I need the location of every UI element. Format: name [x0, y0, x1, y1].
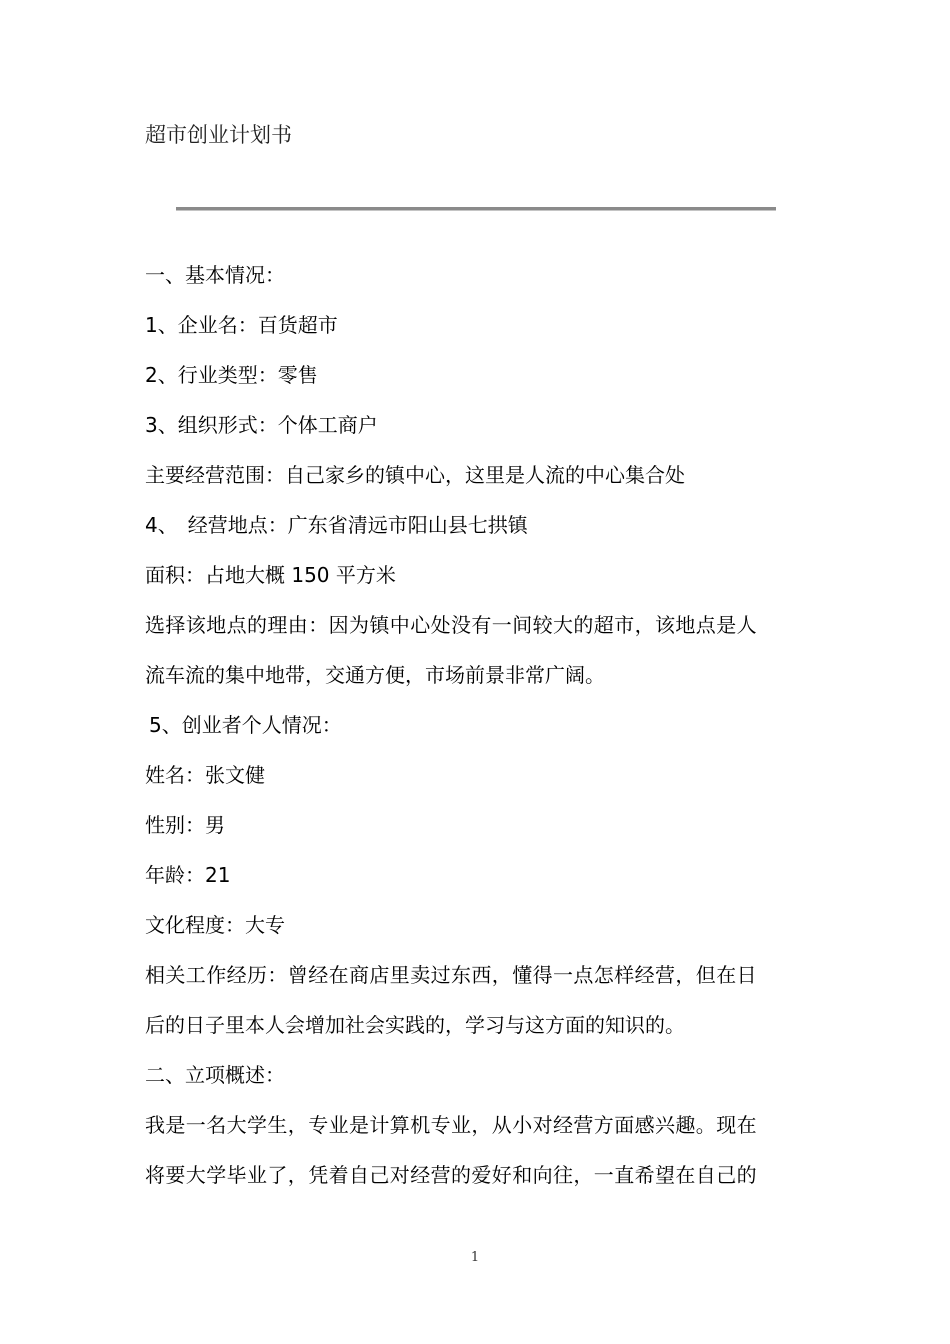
founder-info-heading: 5、创业者个人情况：	[149, 713, 342, 737]
document-body	[145, 260, 810, 1210]
project-overview-line-2: 将要大学毕业了，凭着自己对经营的爱好和向往，一直希望在自己的	[145, 1163, 757, 1187]
page-number: 1	[470, 1250, 480, 1265]
location-reason-line-2: 流车流的集中地带，交通方便，市场前景非常广阔。	[145, 663, 605, 687]
business-location-line: 4、 经营地点：广东省清远市阳山县七拱镇	[145, 513, 528, 537]
section-heading-basic-info: 一、基本情况：	[145, 263, 285, 287]
business-scope-line: 主要经营范围：自己家乡的镇中心，这里是人流的中心集合处	[145, 463, 685, 487]
industry-type-line: 2、行业类型：零售	[145, 363, 318, 387]
area-line: 面积：占地大概 150 平方米	[145, 563, 396, 587]
title-divider	[176, 207, 776, 211]
founder-age-line: 年龄：21	[145, 863, 231, 887]
document-title: 超市创业计划书	[145, 123, 292, 147]
enterprise-name-line: 1、企业名：百货超市	[145, 313, 338, 337]
organization-form-line: 3、组织形式：个体工商户	[145, 413, 378, 437]
project-overview-line-1: 我是一名大学生，专业是计算机专业，从小对经营方面感兴趣。现在	[145, 1113, 757, 1137]
education-level-line: 文化程度：大专	[145, 913, 285, 937]
founder-name-line: 姓名：张文健	[145, 763, 265, 787]
section-heading-project-overview: 二、立项概述：	[145, 1063, 285, 1087]
work-experience-line-1: 相关工作经历：曾经在商店里卖过东西，懂得一点怎样经营，但在日	[145, 963, 757, 987]
work-experience-line-2: 后的日子里本人会增加社会实践的，学习与这方面的知识的。	[145, 1013, 685, 1037]
location-reason-line-1: 选择该地点的理由：因为镇中心处没有一间较大的超市，该地点是人	[145, 613, 757, 637]
founder-gender-line: 性别：男	[145, 813, 225, 837]
